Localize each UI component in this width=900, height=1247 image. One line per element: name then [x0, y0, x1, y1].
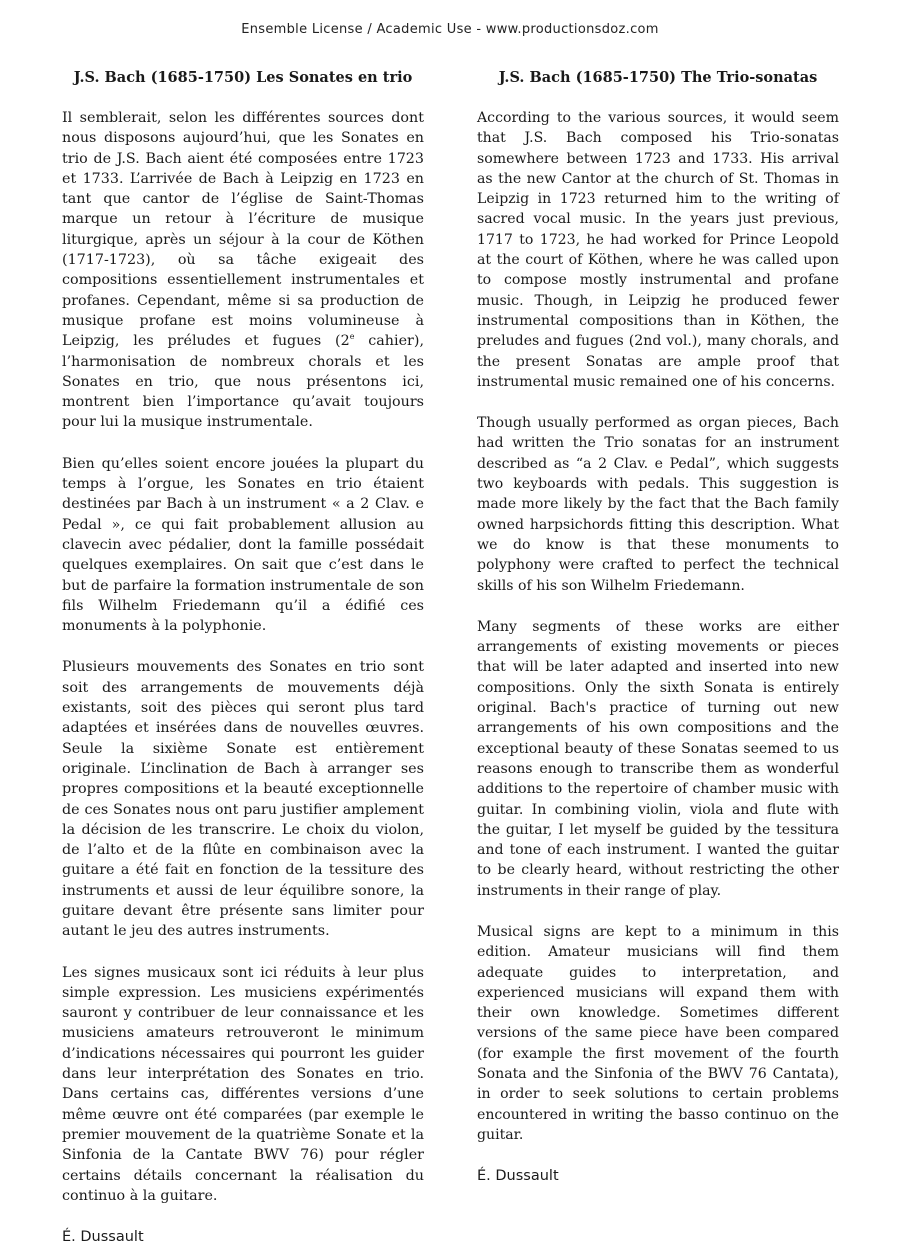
english-title: J.S. Bach (1685-1750) The Trio-sonatas	[498, 69, 818, 86]
french-paragraph-1-end: cahier), l’harmonisation de nombreux chorals et les Sonates en trio, que nous présentons ici, montrent bien l’importance qu’avait toujours pour lui la musique instrumentale.	[62, 333, 424, 431]
ordinal-superscript: e	[349, 332, 355, 342]
page-header: Ensemble License / Academic Use - www.productionsdoz.com	[241, 22, 659, 37]
french-paragraph-1	[62, 108, 424, 433]
english-signature: É. Dussault	[477, 1168, 559, 1185]
french-column	[62, 68, 424, 1247]
french-paragraph-2: Bien qu’elles soient encore jouées la plupart du temps à l’orgue, les Sonates en trio étaient destinées par Bach à un instrument « a 2 Clav. e Pedal », ce qui fait probablement allusion au clavecin avec pédalier, dont la famille possédait quelques exemplaires. On sait que c’est dans le but de parfaire la formation instrumentale de son fils Wilhelm Friedemann qu’il a édifié ces monuments à la polyphonie.	[62, 455, 424, 635]
french-paragraph-1-start: Il semblerait, selon les différentes sources dont nous disposons aujourd’hui, que les Sonates en trio de J.S. Bach aient été composées entre 1723 et 1733. L’arrivée de Bach à Leipzig en 1723 en tant que cantor de l’église de Saint-Thomas marque un retour à l’écriture de musique liturgique, après un séjour à la cour de Köthen (1717-1723), où sa tâche exigeait des compositions essentiellement instrumentales et profanes. Cependant, même si sa production de musique profane est moins volumineuse à Leipzig, les préludes et fugues (2	[62, 110, 424, 350]
english-paragraph-4: Musical signs are kept to a minimum in this edition. Amateur musicians will find them adequate guides to interpretation, and experienced musicians will expand them with their own knowledge. Sometimes different versions of the same piece have been compared (for example the first movement of the fourth Sonata and the Sinfonia of the BWV 76 Cantata), in order to seek solutions to certain problems encountered in writing the basso continuo on the guitar.	[477, 923, 839, 1143]
english-paragraph-3: Many segments of these works are either arrangements of existing movements or pieces that will be later adapted and inserted into new compositions. Only the sixth Sonata is entirely original. Bach's practice of turning out new arrangements of his own compositions and the exceptional beauty of these Sonatas seemed to us reasons enough to transcribe them as wonderful additions to the repertoire of chamber music with guitar. In combining violin, viola and flute with the guitar, I let myself be guided by the tessitura and tone of each instrument. I wanted the guitar to be clearly heard, without restricting the other instruments in their range of play.	[477, 618, 839, 899]
english-column	[477, 68, 839, 1186]
french-signature: É. Dussault	[62, 1229, 144, 1246]
french-title: J.S. Bach (1685-1750) Les Sonates en trio	[73, 69, 413, 86]
french-paragraph-4: Les signes musicaux sont ici réduits à leur plus simple expression. Les musiciens expérimentés sauront y contribuer de leur connaissance et les musiciens amateurs retrouveront le minimum d’indications nécessaires qui pourront les guider dans leur interprétation des Sonates en trio. Dans certains cas, différentes versions d’une même œuvre ont été comparées (par exemple le premier mouvement de la quatrième Sonate et la Sinfonia de la Cantate BWV 76) pour régler certains détails concernant la réalisation du continuo à la guitare.	[62, 964, 424, 1204]
english-paragraph-1: According to the various sources, it would seem that J.S. Bach composed his Trio-sonatas somewhere between 1723 and 1733. His arrival as the new Cantor at the church of St. Thomas in Leipzig in 1723 returned him to the writing of sacred vocal music. In the years just previous, 1717 to 1723, he had worked for Prince Leopold at the court of Köthen, where he was called upon to compose mostly instrumental and profane music. Though, in Leipzig he produced fewer instrumental compositions than in Köthen, the preludes and fugues (2nd vol.), many chorals, and the present Sonatas are ample proof that instrumental music remained one of his concerns.	[477, 110, 839, 390]
english-paragraph-2: Though usually performed as organ pieces, Bach had written the Trio sonatas for an instrument described as “a 2 Clav. e Pedal”, which suggests two keyboards with pedals. This suggestion is made more likely by the fact that the Bach family owned harpsichords fitting this description. What we do know is that these monuments to polyphony were crafted to perfect the technical skills of his son Wilhelm Friedemann.	[477, 415, 839, 594]
french-paragraph-3: Plusieurs mouvements des Sonates en trio sont soit des arrangements de mouvements déjà existants, soit des pièces qui seront plus tard adaptées et insérées dans de nouvelles œuvres. Seule la sixième Sonate est entièrement originale. L’inclination de Bach à arranger ses propres compositions et la beauté exceptionnelle de ces Sonates nous ont paru justifier amplement la décision de les transcrire. Le choix du violon, de l’alto et de la flûte en combinaison avec la guitare a été fait en fonction de la tessiture des instruments et aussi de leur équilibre sonore, la guitare devant être présente sans limiter pour autant le jeu des autres instruments.	[62, 659, 424, 940]
